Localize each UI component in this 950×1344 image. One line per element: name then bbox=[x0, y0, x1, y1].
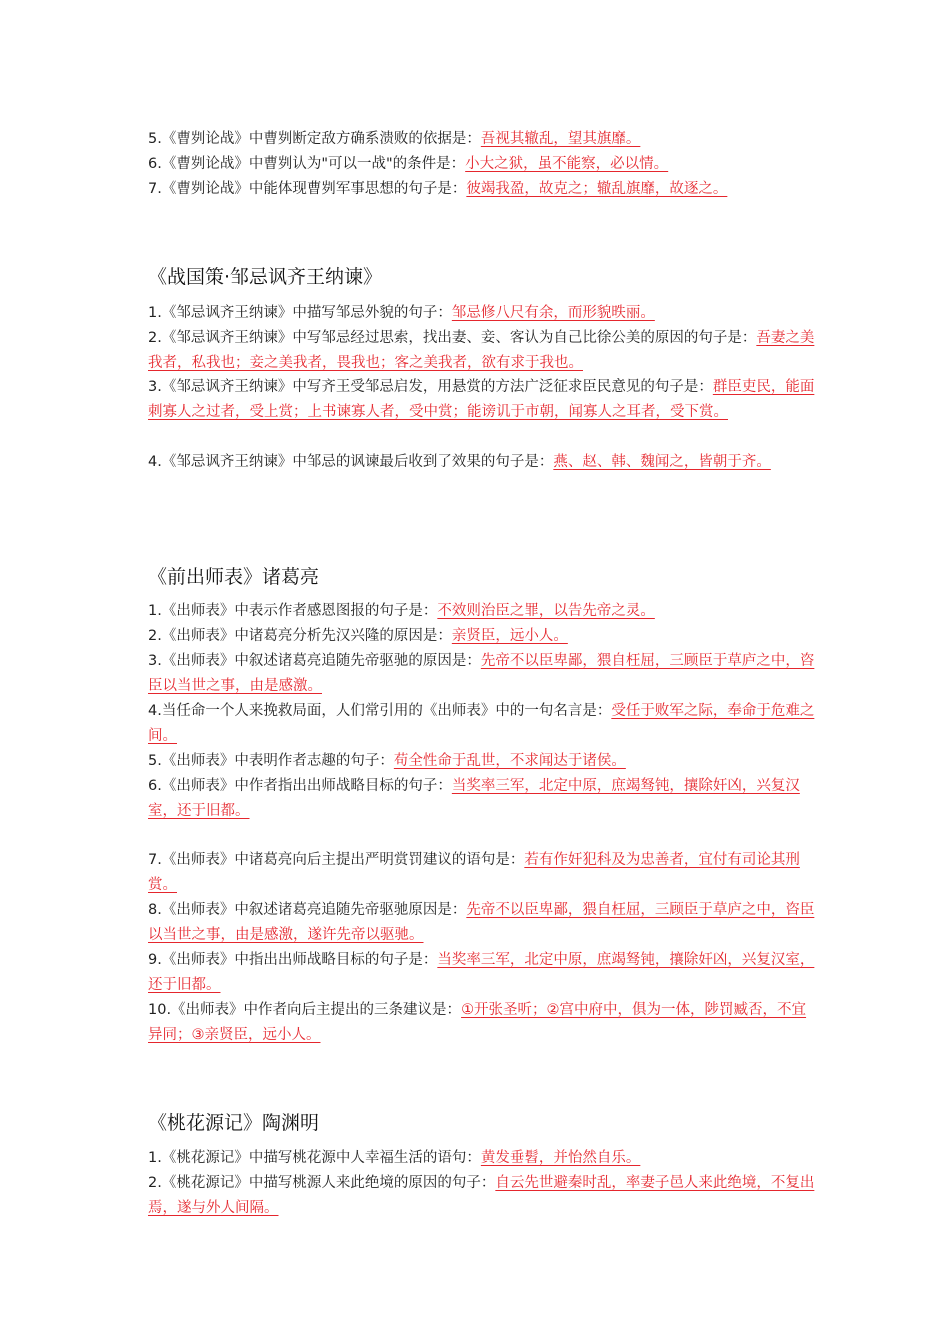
question-item bbox=[148, 599, 820, 624]
answer-text: ①开张圣听；②宫中府中，俱为一体，陟罚臧否，不宜异同；③亲贤臣，远小人。 bbox=[148, 1002, 807, 1043]
question-text: 3.《出师表》中叙述诸葛亮追随先帝驱驰的原因是： bbox=[148, 653, 481, 669]
question-item bbox=[148, 1146, 820, 1171]
answer-text: 小大之狱，虽不能察，必以情。 bbox=[465, 156, 669, 172]
question-item bbox=[148, 898, 820, 948]
question-text: 1.《出师表》中表示作者感恩图报的句子是： bbox=[148, 603, 438, 619]
question-item bbox=[148, 948, 820, 998]
answer-text: 亲贤臣，远小人。 bbox=[451, 628, 568, 644]
question-item bbox=[148, 127, 820, 152]
answer-text: 苟全性命于乱世，不求闻达于诸侯。 bbox=[393, 753, 626, 769]
question-text: 2.《桃花源记》中描写桃源人来此绝境的原因的句子： bbox=[148, 1175, 496, 1191]
question-item bbox=[148, 848, 820, 898]
answer-text: 自云先世避秦时乱，率妻子邑人来此绝境，不复出焉，遂与外人间隔。 bbox=[148, 1175, 815, 1216]
question-item bbox=[148, 326, 820, 376]
question-item bbox=[148, 998, 820, 1048]
answer-text: 受任于败军之际，奉命于危难之间。 bbox=[148, 703, 815, 744]
question-text: 4.《邹忌讽齐王纳谏》中邹忌的讽谏最后收到了效果的句子是： bbox=[148, 454, 554, 470]
question-text: 1.《桃花源记》中描写桃花源中人幸福生活的语句： bbox=[148, 1150, 481, 1166]
question-item bbox=[148, 375, 820, 425]
question-text: 6.《曹刿论战》中曹刿认为"可以一战"的条件是： bbox=[148, 156, 466, 172]
question-text: 7.《出师表》中诸葛亮向后主提出严明赏罚建议的语句是： bbox=[148, 852, 525, 868]
question-text: 8.《出师表》中叙述诸葛亮追随先帝驱驰原因是： bbox=[148, 902, 467, 918]
question-text: 2.《邹忌讽齐王纳谏》中写邹忌经过思索，找出妻、妾、客认为自己比徐公美的原因的句子是： bbox=[148, 330, 757, 346]
question-text: 3.《邹忌讽齐王纳谏》中写齐王受邹忌启发，用悬赏的方法广泛征求臣民意见的句子是： bbox=[148, 379, 713, 395]
section-title: 《战国策·邹忌讽齐王纳谏》 bbox=[148, 266, 383, 288]
answer-text: 当奖率三军，北定中原，庶竭驽钝，攘除奸凶，兴复汉室，还于旧都。 bbox=[148, 778, 800, 819]
question-text: 2.《出师表》中诸葛亮分析先汉兴隆的原因是： bbox=[148, 628, 452, 644]
question-item bbox=[148, 774, 820, 824]
answer-text: 先帝不以臣卑鄙，猥自枉屈，三顾臣于草庐之中，咨臣以当世之事，由是感激。 bbox=[148, 653, 815, 694]
question-item bbox=[148, 624, 820, 649]
answer-text: 彼竭我盈，故克之；辙乱旗靡，故逐之。 bbox=[466, 181, 728, 197]
question-text: 5.《曹刿论战》中曹刿断定敌方确系溃败的依据是： bbox=[148, 131, 481, 147]
answer-text: 不效则治臣之罪，以告先帝之灵。 bbox=[437, 603, 655, 619]
question-item bbox=[148, 699, 820, 749]
question-item bbox=[148, 450, 820, 475]
section-title: 《前出师表》诸葛亮 bbox=[148, 566, 320, 588]
question-item bbox=[148, 152, 820, 177]
question-text: 1.《邹忌讽齐王纳谏》中描写邹忌外貌的句子： bbox=[148, 305, 452, 321]
question-item bbox=[148, 749, 820, 774]
answer-text: 当奖率三军，北定中原，庶竭驽钝，攘除奸凶，兴复汉室，还于旧都。 bbox=[148, 952, 815, 993]
answer-text: 先帝不以臣卑鄙，猥自枉屈，三顾臣于草庐之中，咨臣以当世之事，由是感激，遂许先帝以驱驰。 bbox=[148, 902, 815, 943]
answer-text: 若有作奸犯科及为忠善者，宜付有司论其刑赏。 bbox=[148, 852, 800, 893]
question-text: 4.当任命一个人来挽救局面，人们常引用的《出师表》中的一句名言是： bbox=[148, 703, 612, 719]
answer-text: 燕、赵、韩、魏闻之，皆朝于齐。 bbox=[553, 454, 771, 470]
answer-text: 黄发垂髫，并怡然自乐。 bbox=[480, 1150, 641, 1166]
question-item bbox=[148, 301, 820, 326]
question-text: 7.《曹刿论战》中能体现曹刿军事思想的句子是： bbox=[148, 181, 467, 197]
question-text: 9.《出师表》中指出出师战略目标的句子是： bbox=[148, 952, 438, 968]
answer-text: 群臣吏民，能面刺寡人之过者，受上赏；上书谏寡人者，受中赏；能谤讥于市朝，闻寡人之耳者，受下赏。 bbox=[148, 379, 815, 420]
answer-text: 吾视其辙乱，望其旗靡。 bbox=[480, 131, 641, 147]
section-title: 《桃花源记》陶渊明 bbox=[148, 1112, 320, 1134]
question-item bbox=[148, 1171, 820, 1221]
answer-text: 邹忌修八尺有余，而形貌昳丽。 bbox=[451, 305, 655, 321]
question-item bbox=[148, 177, 820, 202]
answer-text: 吾妻之美我者，私我也；妾之美我者，畏我也；客之美我者，欲有求于我也。 bbox=[148, 330, 815, 371]
question-item bbox=[148, 649, 820, 699]
question-text: 6.《出师表》中作者指出出师战略目标的句子： bbox=[148, 778, 452, 794]
question-text: 10.《出师表》中作者向后主提出的三条建议是： bbox=[148, 1002, 462, 1018]
question-text: 5.《出师表》中表明作者志趣的句子： bbox=[148, 753, 394, 769]
